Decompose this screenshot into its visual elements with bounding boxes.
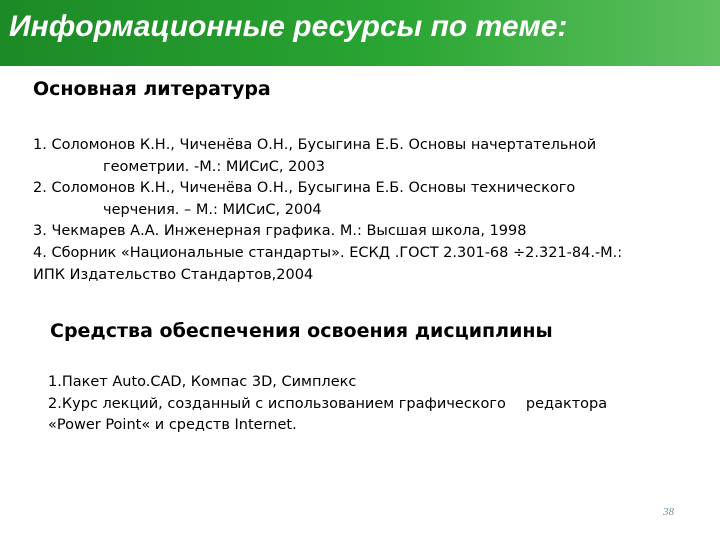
literature-list bbox=[33, 135, 703, 286]
literature-line: 3. Чекмарев А.А. Инженерная графика. М.: Высшая школа, 1998 bbox=[33, 223, 527, 240]
literature-line: черчения. – М.: МИСиС, 2004 bbox=[103, 201, 322, 218]
title-bar bbox=[0, 0, 720, 66]
tools-line: «Power Point« и средств Internet. bbox=[48, 417, 297, 434]
tools-line bbox=[48, 394, 688, 416]
page-number: 38 bbox=[663, 506, 674, 518]
literature-line: ИПК Издательство Стандартов,2004 bbox=[33, 266, 314, 283]
tools-line: 1.Пакет Auto.CAD, Компас 3D, Симплекс bbox=[48, 374, 357, 390]
literature-line: 1. Соломонов К.Н., Чиченёва О.Н., Бусыгина Е.Б. Основы начертательной bbox=[33, 137, 597, 153]
tools-heading: Средства обеспечения освоения дисциплины bbox=[50, 320, 553, 342]
literature-line: 4. Сборник «Национальные стандарты». ЕСКД .ГОСТ 2.301-68 ÷2.321-84.-М.: bbox=[33, 244, 623, 261]
slide-title: Информационные ресурсы по теме: bbox=[9, 10, 568, 43]
literature-line: 2. Соломонов К.Н., Чиченёва О.Н., Бусыгина Е.Б. Основы технического bbox=[33, 180, 576, 197]
literature-heading: Основная литература bbox=[33, 78, 271, 100]
tools-list bbox=[48, 372, 688, 437]
tools-line-part: 2.Курс лекций, созданный с использованием графического bbox=[48, 395, 506, 412]
literature-line: геометрии. -М.: МИСиС, 2003 bbox=[103, 158, 325, 175]
tools-line-part: редактора bbox=[525, 395, 608, 412]
